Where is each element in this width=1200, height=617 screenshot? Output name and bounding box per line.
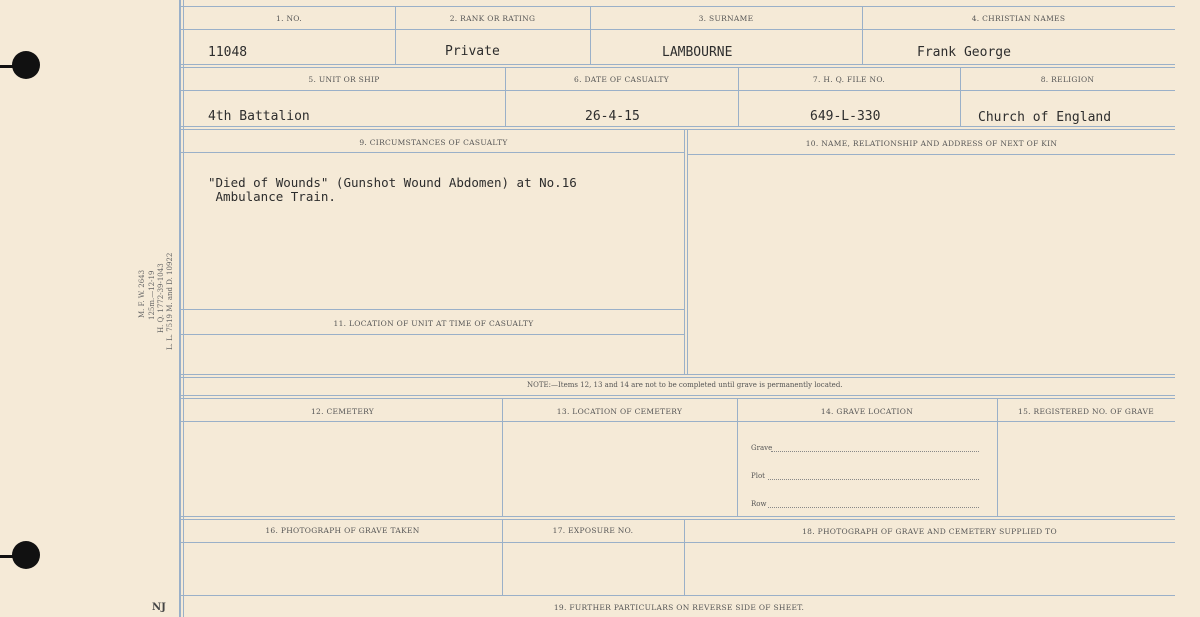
row-field-line — [768, 507, 979, 508]
form-code-2: 125m.—12-19 — [148, 270, 156, 320]
rule — [181, 64, 1175, 65]
rule — [181, 129, 1175, 130]
grave-field-line — [771, 451, 979, 452]
value-file-no: 649-L-330 — [810, 109, 881, 124]
rule — [181, 6, 1175, 7]
rule — [181, 595, 1175, 596]
header-location-cemetery: 13. LOCATION OF CEMETERY — [556, 407, 683, 416]
note-text: NOTE:—Items 12, 13 and 14 are not to be completed until grave is permanently located. — [527, 381, 843, 389]
rule — [181, 309, 685, 310]
rule — [688, 154, 1175, 155]
rule — [181, 516, 1175, 517]
binder-hole-top — [12, 51, 40, 79]
header-surname: 3. SURNAME — [698, 14, 754, 23]
rule — [181, 421, 1175, 422]
header-unit: 5. UNIT OR SHIP — [308, 75, 380, 84]
rule — [687, 129, 688, 374]
footer-further-particulars: 19. FURTHER PARTICULARS ON REVERSE SIDE OF SHEET. — [553, 603, 805, 612]
rule — [181, 90, 1175, 91]
value-circumstances-line2: Ambulance Train. — [208, 189, 336, 204]
form-code-4: L. L. 7519 M. and D. 10922 — [166, 252, 174, 350]
value-unit: 4th Battalion — [208, 109, 310, 124]
value-christian-names: Frank George — [917, 45, 1011, 60]
value-no: 11048 — [208, 45, 248, 60]
header-photo-taken: 16. PHOTOGRAPH OF GRAVE TAKEN — [265, 526, 420, 535]
value-circumstances-line1: "Died of Wounds" (Gunshot Wound Abdomen) at No.16 — [208, 175, 577, 190]
row-field-label: Row — [751, 500, 767, 508]
header-next-of-kin: 10. NAME, RELATIONSHIP AND ADDRESS OF NEXT OF KIN — [805, 139, 1058, 148]
header-exposure: 17. EXPOSURE NO. — [552, 526, 634, 535]
grave-field-label: Grave — [751, 444, 773, 452]
form-code-3: H. Q. 1772-39-1043 — [157, 263, 165, 333]
header-photo-supplied: 18. PHOTOGRAPH OF GRAVE AND CEMETERY SUPPLIED TO — [802, 527, 1057, 536]
value-religion: Church of England — [978, 110, 1112, 125]
rule — [684, 129, 685, 374]
rule — [181, 126, 1175, 127]
form-code-1: M. F. W. 2643 — [138, 269, 146, 318]
rule — [181, 29, 1175, 30]
rule — [181, 519, 1175, 520]
plot-field-line — [768, 479, 979, 480]
rule — [181, 152, 685, 153]
rule — [181, 334, 685, 335]
rule — [181, 377, 1175, 378]
rule — [181, 374, 1175, 375]
binder-hole-bottom — [12, 541, 40, 569]
value-rank: Private — [445, 44, 500, 59]
header-christian-names: 4. CHRISTIAN NAMES — [971, 14, 1066, 23]
header-file-no: 7. H. Q. FILE NO. — [812, 75, 886, 84]
header-religion: 8. RELIGION — [1040, 75, 1095, 84]
header-grave-location: 14. GRAVE LOCATION — [820, 407, 914, 416]
rule — [181, 67, 1175, 68]
header-registered-no: 15. REGISTERED NO. OF GRAVE — [1018, 407, 1154, 416]
header-no: 1. NO. — [276, 14, 302, 23]
rule — [181, 542, 1175, 543]
value-date: 26-4-15 — [585, 109, 640, 124]
header-rank: 2. RANK OR RATING — [449, 14, 536, 23]
plot-field-label: Plot — [751, 472, 765, 480]
rule — [181, 398, 1175, 399]
header-circumstances: 9. CIRCUMSTANCES OF CASUALTY — [359, 138, 508, 147]
header-location-unit: 11. LOCATION OF UNIT AT TIME OF CASUALTY — [333, 319, 534, 328]
value-surname: LAMBOURNE — [662, 45, 733, 60]
rule — [181, 395, 1175, 396]
initials: NJ — [152, 602, 166, 613]
header-cemetery: 12. CEMETERY — [310, 407, 375, 416]
header-date: 6. DATE OF CASUALTY — [574, 75, 669, 84]
